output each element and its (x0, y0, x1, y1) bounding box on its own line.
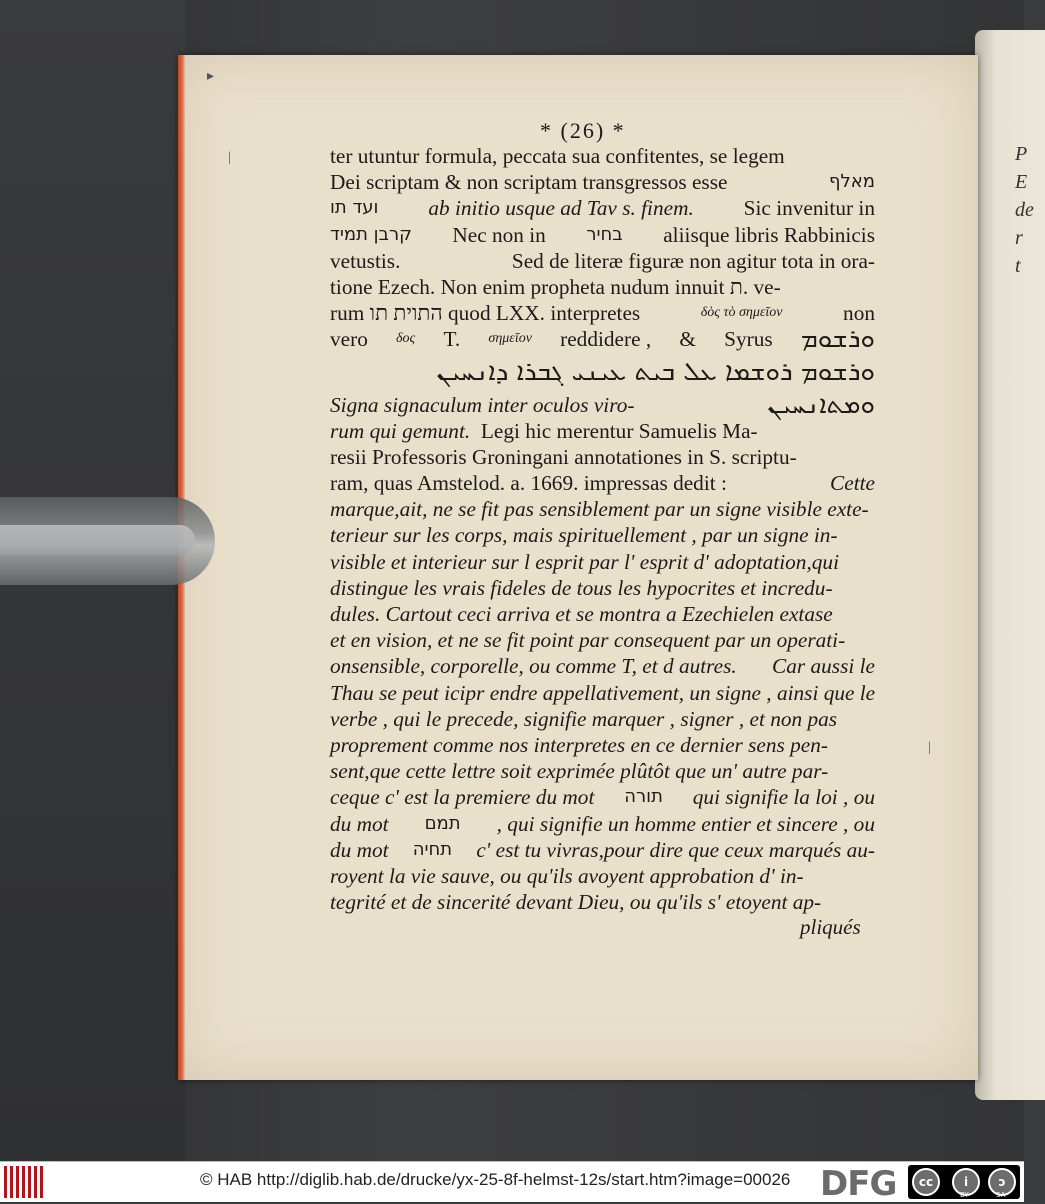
page-body (330, 143, 875, 915)
text-line: ter utuntur formula, peccata sua confitentes, se legem (330, 144, 785, 168)
text-line: terieur sur les corps, mais spirituellement , par un signe in- (330, 523, 838, 548)
text-line: verbe , qui le precede, signifie marquer , signer , et non pas (330, 706, 838, 731)
text-line: et en vision, et ne se fit point par consequent par un operati- (330, 628, 846, 653)
sa-label: SA (996, 1191, 1006, 1199)
dfg-logo[interactable]: DFG (820, 1164, 897, 1204)
text-line: ram, quas Amstelod. a. 1669. impressas dedit : Cette (330, 471, 875, 496)
page-tick: | (928, 740, 931, 755)
text-line: tegrité et de sincerité devant Dieu, ou qu'ils s' etoyent ap- (330, 890, 822, 915)
text-line: Signa signaculum inter oculos viro- ܘܡܬܐܢܚܝܢ (330, 389, 875, 420)
by-icon: i (952, 1168, 980, 1196)
facing-fragment: de (1015, 199, 1034, 221)
text-line: royent la vie sauve, ou qu'ils avoyent approbation d' in- (330, 863, 804, 888)
by-label: BY (960, 1191, 969, 1199)
text-line: dules. Cartout ceci arriva et se montra a Ezechielen extase (330, 602, 833, 626)
page-dot: ▸ (207, 69, 215, 84)
hab-logo-icon[interactable] (4, 1166, 46, 1198)
text-line: du mot תחיה c' est tu vivras,pour dire que ceux marqués au- (330, 837, 875, 862)
text-line: Thau se peut icipr endre appellativement, un signe , ainsi que le (330, 680, 876, 705)
text-line: ועד תו ab initio usque ad Tav s. finem. Sic invenitur in (330, 196, 875, 221)
text-line: rum qui gemunt. Legi hic merentur Samuelis Ma- (330, 418, 758, 443)
text-line: du mot תמם , qui signifie un homme entier et sincere , ou (330, 811, 875, 836)
facing-page-text (1015, 140, 1034, 280)
facing-fragment: P (1015, 143, 1028, 165)
text-line: קרבן תמיד Nec non in בחיר aliisque libris Rabbinicis (330, 222, 875, 247)
facing-fragment: r (1015, 227, 1023, 249)
text-line: proprement comme nos interpretes en ce dernier sens pen- (330, 732, 828, 757)
text-line: tione Ezech. Non enim propheta nudum innuit ת. ve- (330, 274, 781, 299)
text-line: vero δος T. σημεῖον reddidere , & Syrus ܘܪܫܘܡ (330, 324, 875, 355)
page-header: * (26) * (540, 118, 626, 143)
cc-icon: cc (912, 1168, 940, 1196)
text-line: sent,que cette lettre soit exprimée plûtôt que un' autre par- (330, 759, 829, 784)
viewer-footer (0, 1161, 1024, 1202)
facing-fragment: t (1015, 255, 1021, 277)
text-line: ceque c' est la premiere du mot תורה qui signifie la loi , ou (330, 785, 875, 810)
text-line: marque,ait, ne se fit pas sensiblement par un signe visible exte- (330, 497, 869, 522)
page-tick: | (228, 150, 231, 165)
text-line: rum התוית תו quod LXX. interpretes δὸς τὸ σημεῖον non (330, 301, 875, 326)
facing-fragment: E (1015, 171, 1028, 193)
text-line: visible et interieur sur l esprit par l' esprit d' adoptation,qui (330, 549, 839, 574)
source-link[interactable]: © HAB http://diglib.hab.de/drucke/yx-25-8f-helmst-12s/start.htm?image=00026 (200, 1170, 791, 1189)
sa-icon: ↄ (988, 1168, 1016, 1196)
text-line: Dei scriptam & non scriptam transgressos esse מאלף (330, 170, 875, 195)
page-clamp-highlight (0, 525, 195, 555)
cc-license-badge[interactable] (908, 1165, 1020, 1199)
facing-page-edge (975, 30, 1045, 1100)
text-line: resii Professoris Groningani annotationes in S. scriptu- (330, 444, 797, 469)
text-line: distingue les vrais fideles de tous les hypocrites et incredu- (330, 575, 833, 600)
catchword: pliqués (800, 915, 861, 939)
text-line: vetustis. Sed de literæ figuræ non agitur tota in ora- (330, 248, 875, 273)
text-line: onsensible, corporelle, ou comme T, et d autres. Car aussi le (330, 654, 875, 679)
text-line-syriac: ܘܪܫܘܡ ܪܘܫܡܐ ܥܠ ܒܝܬ ܥܝܢܝ ܓܒܪܐ ܕܐܢܚܝܢ (436, 356, 875, 387)
